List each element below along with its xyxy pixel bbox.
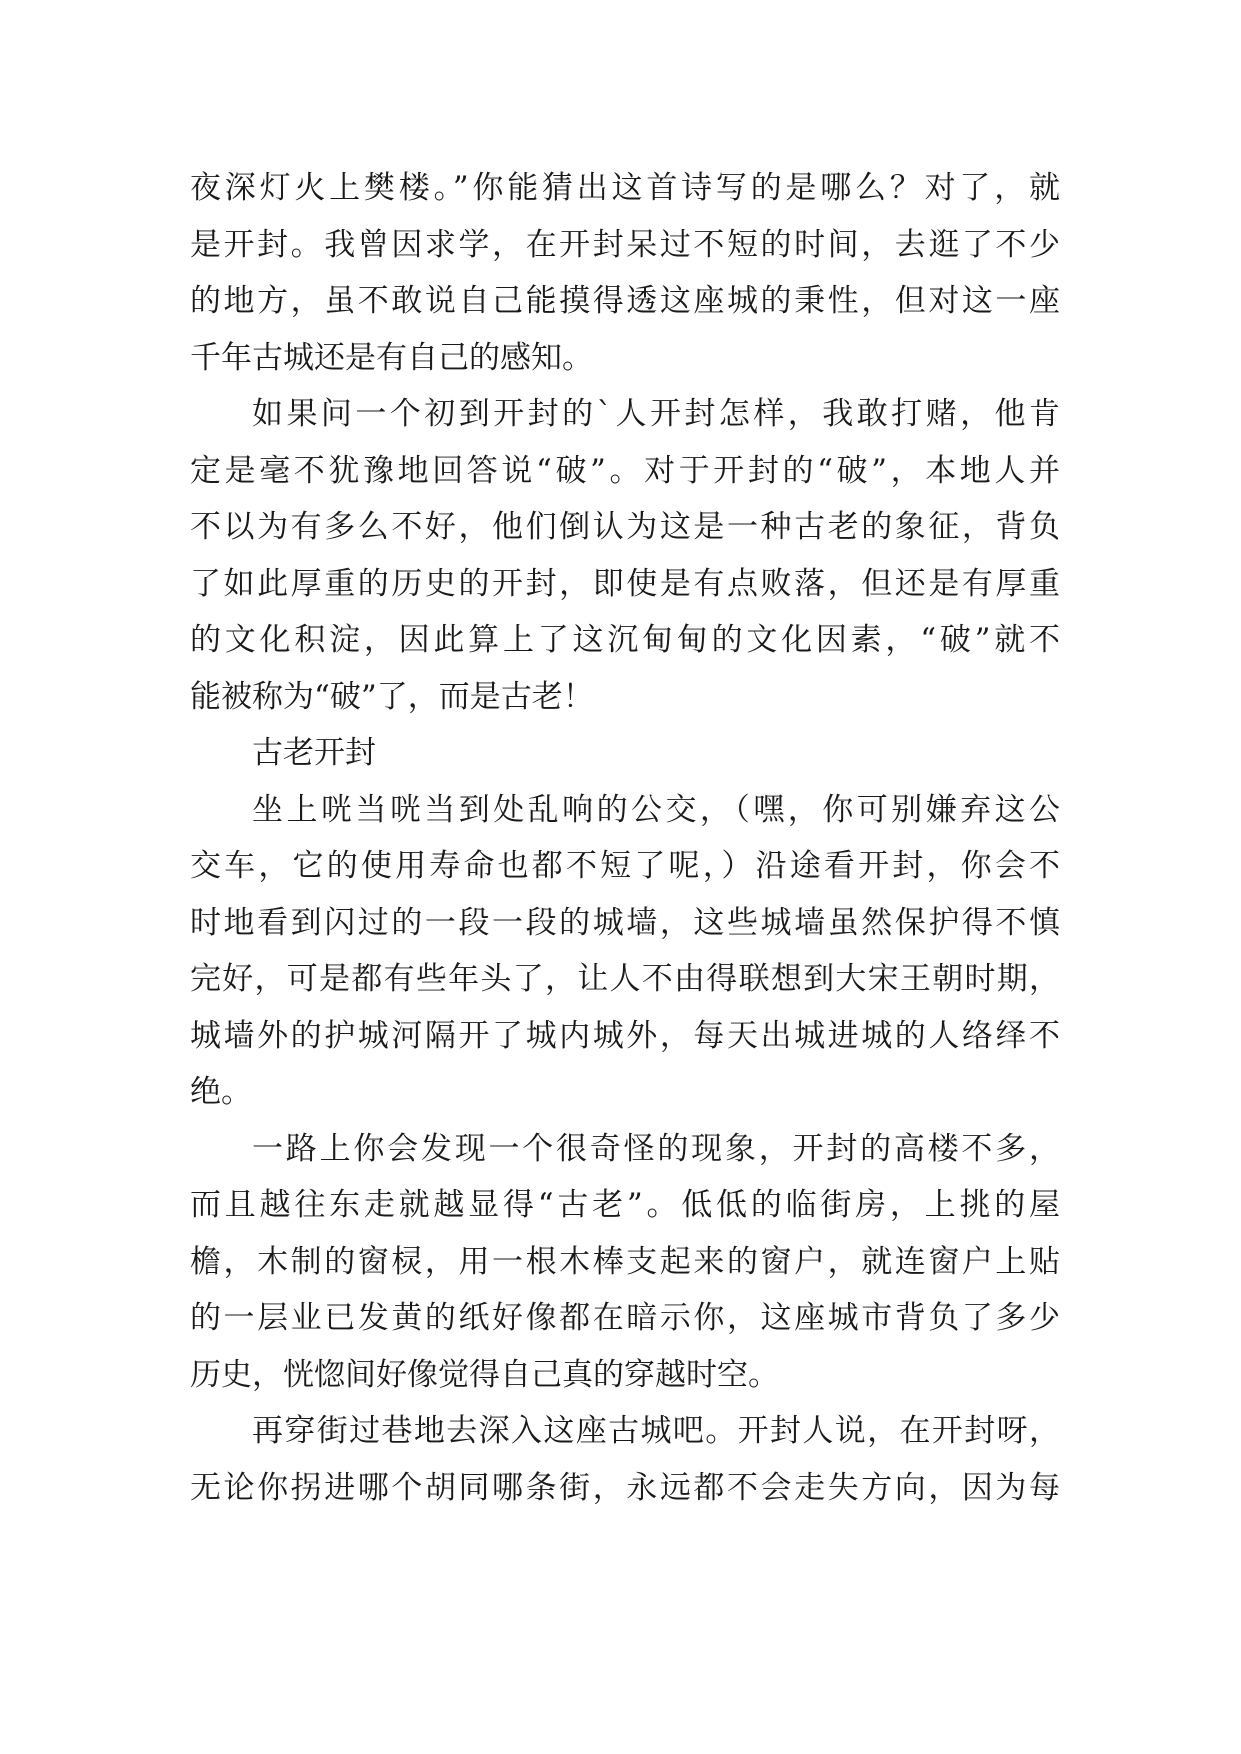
section-heading bbox=[190, 725, 1060, 782]
text-line: 古老开封 bbox=[252, 735, 376, 771]
text-line: 坐上咣当咣当到处乱响的公交，（嘿，你可别嫌弃这公 bbox=[252, 791, 1060, 828]
text-line: 的一层业已发黄的纸好像都在暗示你，这座城市背负了多少 bbox=[190, 1300, 1060, 1336]
text-line: 时地看到闪过的一段一段的城墙，这些城墙虽然保护得不慎 bbox=[190, 904, 1060, 941]
text-line: 了如此厚重的历史的开封，即使是有点败落，但还是有厚重 bbox=[190, 565, 1060, 602]
text-line: 定是毫不犹豫地回答说“破”。对于开封的“破”，本地人并 bbox=[190, 452, 1060, 489]
text-line: 的文化积淀，因此算上了这沉甸甸的文化因素，“破”就不 bbox=[190, 622, 1060, 658]
paragraph-bus bbox=[190, 782, 1060, 1121]
text-line: 不以为有多么不好，他们倒认为这是一种古老的象征，背负 bbox=[190, 509, 1060, 545]
document-body bbox=[190, 160, 1060, 1516]
text-line: 檐，木制的窗棂，用一根木棒支起来的窗户，就连窗户上贴 bbox=[190, 1243, 1060, 1280]
text-line: 而且越往东走就越显得“古老”。低低的临街房，上挑的屋 bbox=[190, 1187, 1060, 1223]
text-line: 再穿街过巷地去深入这座古城吧。开封人说，在开封呀， bbox=[252, 1413, 1060, 1449]
text-line: 完好，可是都有些年头了，让人不由得联想到大宋王朝时期， bbox=[190, 961, 1060, 997]
paragraph-streets bbox=[190, 1403, 1060, 1516]
text-line: 夜深灯火上樊楼。”你能猜出这首诗写的是哪么？对了，就 bbox=[190, 170, 1060, 206]
text-line: 一路上你会发现一个很奇怪的现象，开封的高楼不多， bbox=[252, 1130, 1060, 1167]
paragraph-intro-end bbox=[190, 160, 1060, 386]
text-line: 的地方，虽不敢说自己能摸得透这座城的秉性，但对这一座 bbox=[190, 283, 1060, 319]
text-line: 千年古城还是有自己的感知。 bbox=[190, 339, 593, 376]
text-line: 城墙外的护城河隔开了城内城外，每天出城进城的人络绎不 bbox=[190, 1017, 1060, 1054]
text-line: 绝。 bbox=[190, 1074, 252, 1110]
paragraph-road bbox=[190, 1121, 1060, 1404]
text-line: 历史，恍惚间好像觉得自己真的穿越时空。 bbox=[190, 1356, 779, 1393]
text-line: 交车，它的使用寿命也都不短了呢，）沿途看开封，你会不 bbox=[190, 848, 1060, 884]
text-line: 是开封。我曾因求学，在开封呆过不短的时间，去逛了不少 bbox=[190, 226, 1060, 263]
text-line: 如果问一个初到开封的`人开封怎样，我敢打赌，他肯 bbox=[252, 396, 1060, 432]
text-line: 无论你拐进哪个胡同哪条街，永远都不会走失方向，因为每 bbox=[190, 1469, 1060, 1506]
text-line: 能被称为“破”了，而是古老！ bbox=[190, 678, 594, 715]
paragraph-po bbox=[190, 386, 1060, 725]
